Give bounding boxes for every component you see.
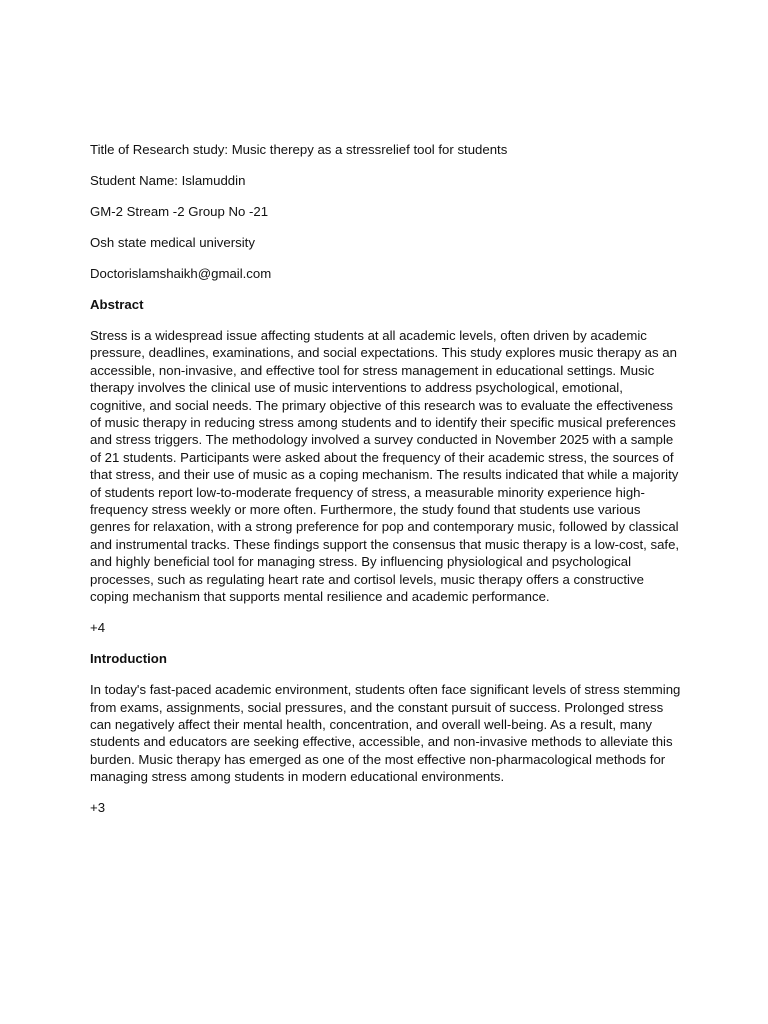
document-page [90, 141, 682, 830]
introduction-marker: +3 [90, 800, 106, 816]
introduction-heading: Introduction [90, 651, 167, 667]
university-name: Osh state medical university [90, 235, 255, 250]
abstract-body: Stress is a widespread issue affecting students at all academic levels, often driven by academic pressure, deadlines, examinations, and social expectations. This study explores music therapy as an accessible, non-invasive, and effective tool for stress management in educational settings. Music therapy involves the clinical use of music interventions to address psychological, emotional, cognitive, and social needs. The primary objective of this research was to evaluate the effectiveness of music therapy in reducing stress among students and to identify their specific musical preferences and stress triggers. The methodology involved a survey conducted in November 2025 with a sample of 21 students. Participants were asked about the frequency of their academic stress, the sources of that stress, and their use of music as a coping mechanism. The results indicated that while a majority of students report low-to-moderate frequency of stress, a measurable minority experience high-frequency stress weekly or more often. Furthermore, the study found that students use various genres for relaxation, with a strong preference for pop and contemporary music, followed by classical and instrumental tracks. These findings support the consensus that music therapy is a low-cost, safe, and highly beneficial tool for managing stress. By influencing physiological and psychological processes, such as regulating heart rate and cortisol levels, music therapy offers a constructive coping mechanism that supports mental resilience and academic performance. [90, 328, 680, 605]
email-address: Doctorislamshaikh@gmail.com [90, 266, 272, 281]
abstract-heading: Abstract [90, 297, 144, 312]
introduction-body: In today's fast-paced academic environment, students often face significant levels of stress stemming from exams, assignments, social pressures, and the constant pursuit of success. Prolonged stress can negatively affect their mental health, concentration, and overall well-being. As a result, many students and educators are seeking effective, accessible, and non-invasive methods to alleviate this burden. Music therapy has emerged as one of the most effective non-pharmacological methods for managing stress among students in modern educational environments. [90, 682, 681, 785]
student-name: Student Name: Islamuddin [90, 173, 246, 188]
research-title: Title of Research study: Music therepy as a stressrelief tool for students [90, 142, 508, 157]
group-info: GM-2 Stream -2 Group No -21 [90, 204, 269, 219]
abstract-marker: +4 [90, 620, 106, 636]
